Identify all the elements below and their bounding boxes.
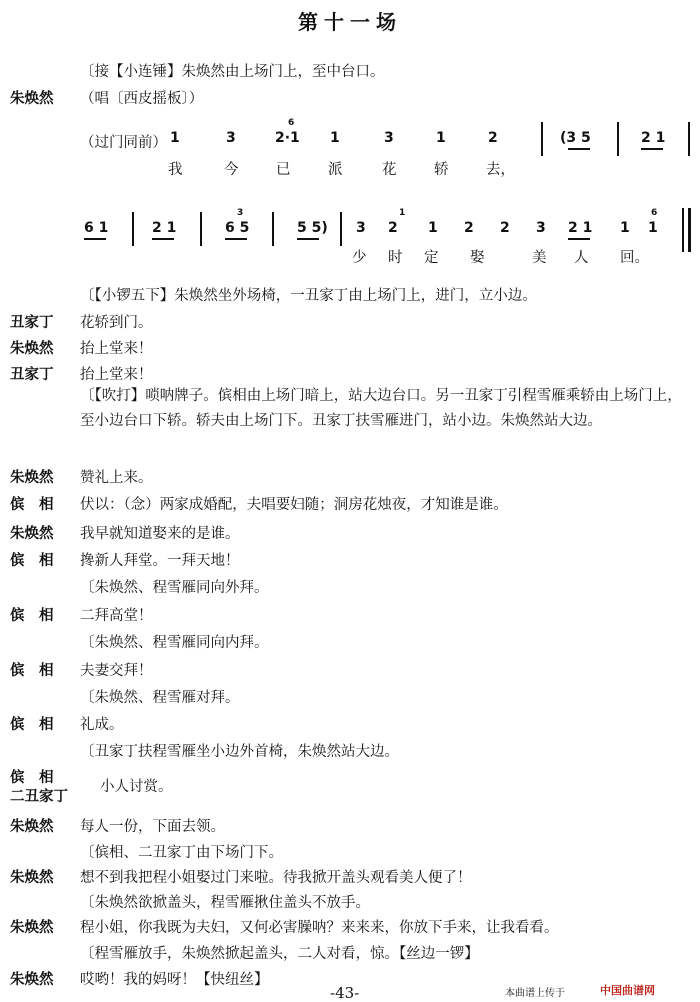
lyric-char: 少 (352, 250, 367, 266)
note: 1 (330, 130, 340, 146)
speaker: 二丑家丁 (10, 789, 68, 805)
speaker: 傧 相 (10, 717, 54, 733)
underline (568, 238, 590, 240)
page-number: -43- (330, 984, 360, 1002)
lyric-char: 娶 (470, 250, 485, 266)
stage-direction-intro: 〔接【小连锤】朱焕然由上场门上，至中台口。 (80, 64, 385, 80)
speaker: 朱焕然 (10, 870, 54, 886)
note: 5 5) (297, 220, 328, 236)
speaker: 朱焕然 (10, 526, 54, 542)
note: 2 (500, 220, 510, 236)
underline (641, 148, 663, 150)
lyric-char: 已 (276, 162, 291, 178)
dialogue-line: 伏以：（念）两家成婚配，夫唱要妇随；洞房花烛夜，才知谁是谁。 (80, 497, 508, 513)
speaker-aria: 朱焕然 (10, 91, 54, 107)
note: 2 1 (641, 130, 666, 146)
speaker: 傧 相 (10, 608, 54, 624)
speaker: 傧 相 (10, 663, 54, 679)
barline (541, 122, 543, 156)
barline (272, 212, 274, 246)
note: 2 1 (568, 220, 593, 236)
notation-prelude: （过门同前） (80, 135, 167, 151)
underline (297, 238, 319, 240)
underline (225, 238, 247, 240)
dialogue-line: 哎哟！我的妈呀！【快纽丝】 (80, 972, 269, 988)
lyric-char: 派 (328, 162, 343, 178)
speaker: 傧 相 (10, 497, 54, 513)
stage-direction: 〔傧相、二丑家丁由下场门下。 (80, 845, 283, 861)
note: 2 (464, 220, 474, 236)
note: 1 (648, 220, 658, 236)
speaker: 朱焕然 (10, 819, 54, 835)
source-note: 本曲谱上传于 (505, 988, 565, 999)
barline (682, 208, 684, 252)
grace-note: 3 (237, 208, 244, 218)
note: 2·1 (275, 130, 300, 146)
note: 3 (356, 220, 366, 236)
note: 3 (226, 130, 236, 146)
stage-direction: 〔朱焕然欲掀盖头，程雪雁揪住盖头不放手。 (80, 895, 370, 911)
page-title: 第十一场 (298, 10, 402, 34)
dialogue-line: 夫妻交拜！ (80, 663, 153, 679)
stage-direction: 〔朱焕然、程雪雁同向外拜。 (80, 580, 269, 596)
stage-direction: 〔【吹打】唢呐牌子。傧相由上场门暗上，站大边台口。另一丑家丁引程雪雁乘轿由上场门上，至小边台口下轿。轿夫由上场门下。丑家丁扶雪雁进门，站小边。朱焕然站大边。 (80, 388, 682, 429)
grace-note: 6 (651, 208, 658, 218)
barline (688, 122, 690, 156)
note: 2 (488, 130, 498, 146)
barline (200, 212, 202, 246)
dialogue-line: 我早就知道娶来的是谁。 (80, 526, 240, 542)
note: 6 1 (84, 220, 109, 236)
lyric-char: 轿 (434, 162, 449, 178)
lyric-char: 定 (424, 250, 439, 266)
stage-direction: 〔朱焕然、程雪雁同向内拜。 (80, 635, 269, 651)
stage-direction: 〔程雪雁放手，朱焕然掀起盖头，二人对看，惊。【丝边一锣】 (80, 946, 479, 962)
lyric-char: 时 (388, 250, 403, 266)
underline (152, 238, 174, 240)
barline (617, 122, 619, 156)
stage-direction: 〔朱焕然、程雪雁对拜。 (80, 690, 240, 706)
dialogue-line: 抬上堂来！ (80, 341, 153, 357)
stage-direction: 〔【小锣五下】朱焕然坐外场椅，一丑家丁由上场门上，进门，立小边。 (80, 288, 537, 304)
note: 1 (620, 220, 630, 236)
lyric-char: 美 (532, 250, 547, 266)
note: 1 (170, 130, 180, 146)
note: 2 1 (152, 220, 177, 236)
dialogue-line: 二拜高堂！ (80, 608, 153, 624)
underline (84, 238, 106, 240)
dialogue-line: 抬上堂来！ (80, 367, 153, 383)
dialogue-line: 搀新人拜堂。一拜天地！ (80, 553, 240, 569)
stage-direction: 〔丑家丁扶程雪雁坐小边外首椅，朱焕然站大边。 (80, 744, 399, 760)
lyric-char: 花 (382, 162, 397, 178)
lyric-char: 去， (486, 162, 515, 178)
lyric-char: 今 (224, 162, 239, 178)
dialogue-line: 小人讨赏。 (100, 779, 173, 795)
note: 6 5 (225, 220, 250, 236)
grace-note: 6 (288, 118, 295, 128)
dialogue-line: 每人一份，下面去领。 (80, 819, 225, 835)
dialogue-line: 想不到我把程小姐娶过门来啦。待我掀开盖头观看美人便了！ (80, 870, 472, 886)
grace-note: 1 (399, 208, 406, 218)
note: 3 (536, 220, 546, 236)
speaker: 丑家丁 (10, 315, 54, 331)
barline (132, 212, 134, 246)
speaker: 朱焕然 (10, 470, 54, 486)
speaker: 傧 相 (10, 770, 54, 786)
dialogue-line: 程小姐，你我既为夫妇，又何必害臊呐？来来来，你放下手来，让我看看。 (80, 920, 559, 936)
note: 2 (388, 220, 398, 236)
note: 1 (428, 220, 438, 236)
note: (3 5 (560, 130, 591, 146)
lyric-char: 我 (168, 162, 183, 178)
note: 3 (384, 130, 394, 146)
source-logo: 中国曲谱网 (600, 984, 655, 997)
speaker: 丑家丁 (10, 367, 54, 383)
barline (340, 212, 342, 246)
speaker: 朱焕然 (10, 341, 54, 357)
underline (568, 148, 590, 150)
dialogue-line: 礼成。 (80, 717, 124, 733)
aria-label: （唱〔西皮摇板〕） (80, 91, 204, 107)
dialogue-line: 花轿到门。 (80, 315, 153, 331)
lyric-char: 人 (574, 250, 589, 266)
speaker: 傧 相 (10, 553, 54, 569)
speaker: 朱焕然 (10, 972, 54, 988)
note: 1 (436, 130, 446, 146)
speaker: 朱焕然 (10, 920, 54, 936)
final-barline (688, 208, 691, 252)
lyric-char: 回。 (620, 250, 649, 266)
dialogue-line: 赞礼上来。 (80, 470, 153, 486)
